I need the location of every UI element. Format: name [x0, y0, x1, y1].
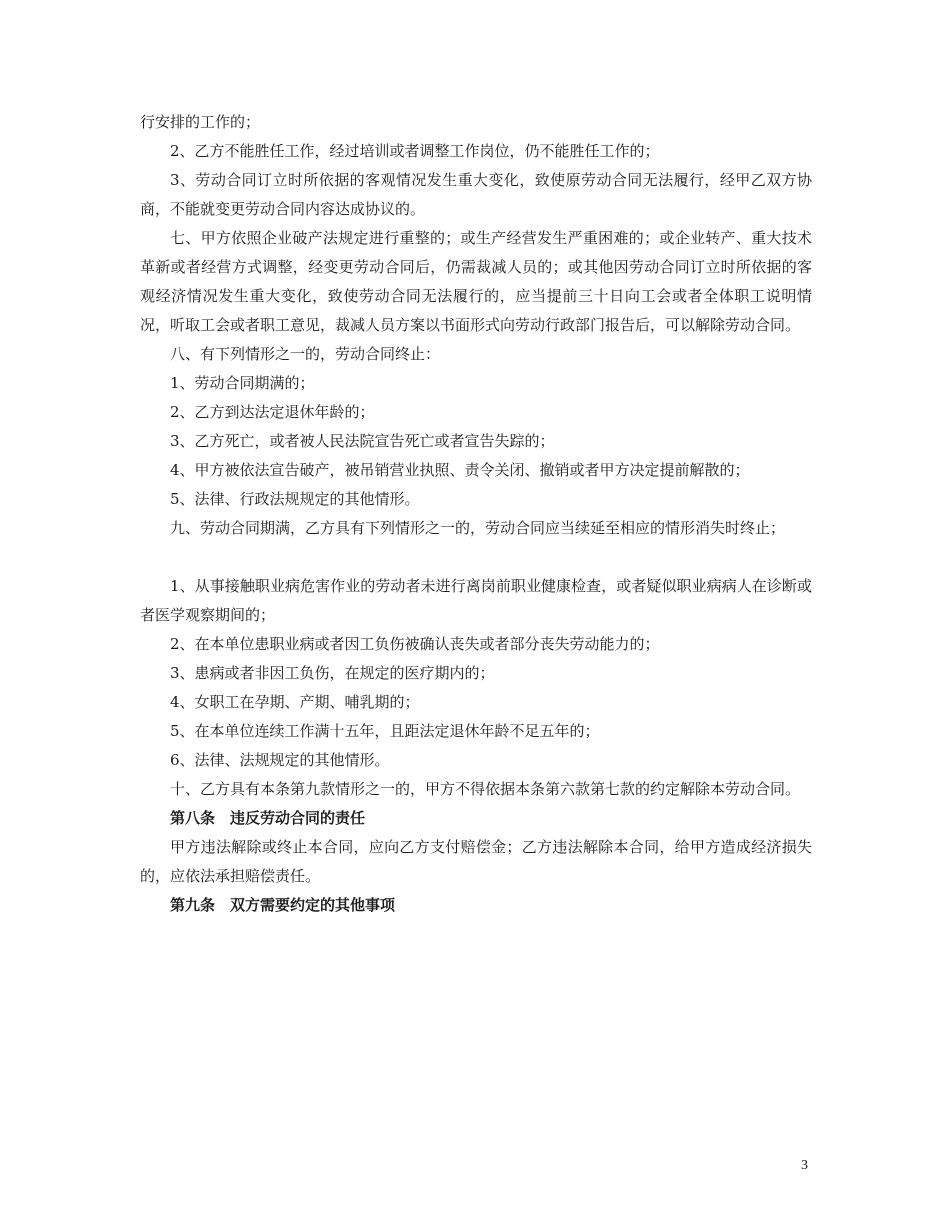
list-item: 4、女职工在孕期、产期、哺乳期的；	[170, 693, 420, 711]
list-item: 4、甲方被依法宣告破产，被吊销营业执照、责令关闭、撤销或者甲方决定提前解散的；	[170, 461, 750, 479]
list-item: 1、劳动合同期满的；	[170, 374, 315, 392]
list-item: 6、法律、法规规定的其他情形。	[170, 751, 390, 769]
list-item: 5、在本单位连续工作满十五年，且距法定退休年龄不足五年的；	[170, 722, 600, 740]
paragraph: 七、甲方依照企业破产法规定进行重整的；或生产经营发生严重困难的；或企业转产、重大技术革新或者经营方式调整，经变更劳动合同后，仍需裁减人员的；或其他因劳动合同订立时所依据的客观经济情况发生重大变化，致使劳动合同无法履行的，应当提前三十日向工会或者全体职工说明情况，听取工会或者职工意见，裁减人员方案以书面形式向劳动行政部门报告后，可以解除劳动合同。	[140, 229, 812, 334]
paragraph: 十、乙方具有本条第九款情形之一的，甲方不得依据本条第六款第七款的约定解除本劳动合同。	[170, 780, 801, 798]
paragraph: 八、有下列情形之一的，劳动合同终止：	[170, 345, 441, 363]
list-item: 2、乙方到达法定退休年龄的；	[170, 403, 375, 421]
list-item: 3、患病或者非因工负伤，在规定的医疗期内的；	[170, 664, 495, 682]
paragraph: 甲方违法解除或终止本合同，应向乙方支付赔偿金；乙方违法解除本合同，给甲方造成经济损失的，应依法承担赔偿责任。	[140, 838, 812, 885]
paragraph: 3、劳动合同订立时所依据的客观情况发生重大变化，致使原劳动合同无法履行，经甲乙双方协商，不能就变更劳动合同内容达成协议的。	[140, 171, 812, 218]
blank-line	[140, 543, 812, 572]
list-item: 1、从事接触职业病危害作业的劳动者未进行离岗前职业健康检查，或者疑似职业病病人在诊断或者医学观察期间的；	[140, 577, 812, 624]
page-number: 3	[801, 1158, 808, 1173]
list-item: 5、法律、行政法规规定的其他情形。	[170, 490, 420, 508]
article-heading: 第八条 违反劳动合同的责任	[170, 809, 366, 827]
article-heading: 第九条 双方需要约定的其他事项	[170, 896, 396, 914]
document-body	[140, 108, 812, 920]
paragraph: 2、乙方不能胜任工作，经过培训或者调整工作岗位，仍不能胜任工作的；	[170, 142, 660, 160]
list-item: 2、在本单位患职业病或者因工负伤被确认丧失或者部分丧失劳动能力的；	[170, 635, 660, 653]
paragraph: 行安排的工作的；	[140, 113, 261, 131]
paragraph: 九、劳动合同期满，乙方具有下列情形之一的，劳动合同应当续延至相应的情形消失时终止；	[170, 519, 786, 537]
list-item: 3、乙方死亡，或者被人民法院宣告死亡或者宣告失踪的；	[170, 432, 555, 450]
